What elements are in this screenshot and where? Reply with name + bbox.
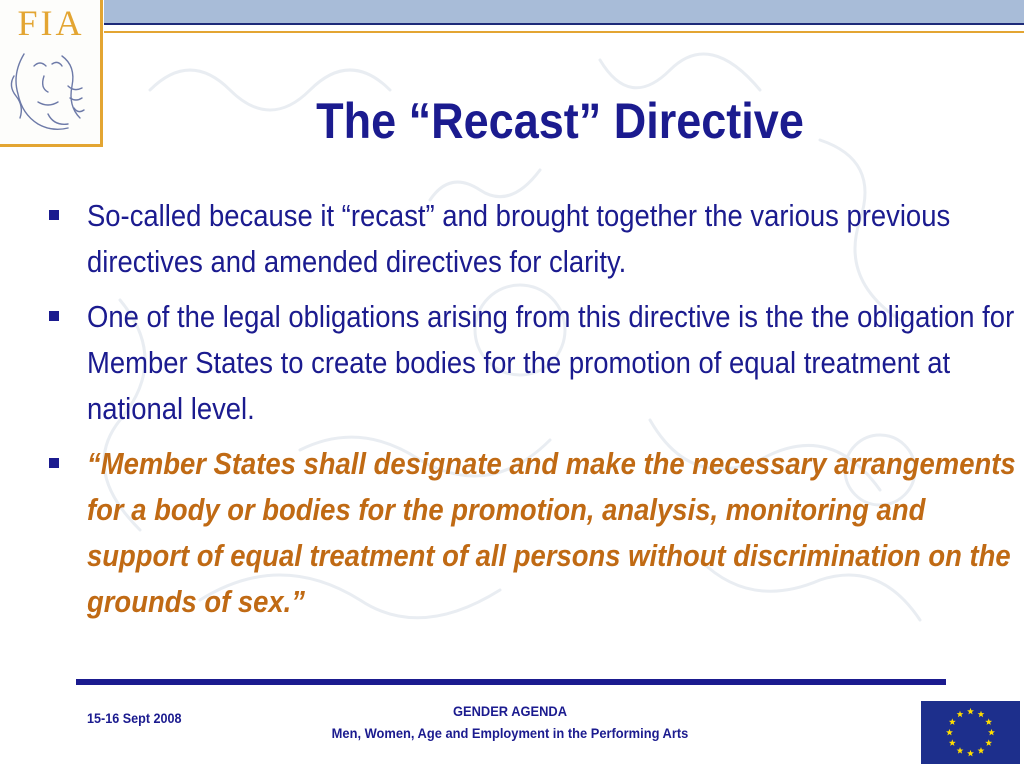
eu-flag-icon [917, 697, 1024, 768]
square-bullet-icon [49, 311, 59, 321]
star-icon [985, 739, 992, 746]
footer-date: 15-16 Sept 2008 [87, 710, 182, 726]
bullet-item [46, 193, 1021, 285]
bullet-item [46, 294, 1021, 432]
logo-text: FIA [17, 3, 85, 43]
square-bullet-icon [49, 458, 59, 468]
fia-logo [0, 0, 103, 147]
agenda-subtitle: Men, Women, Age and Employment in the Performing Arts [331, 725, 689, 741]
star-icon [957, 747, 964, 754]
star-icon [967, 708, 974, 715]
top-accent-line [104, 31, 1024, 33]
slide-title: The “Recast” Directive [316, 93, 804, 149]
star-icon [946, 729, 953, 736]
star-icon [957, 711, 964, 718]
star-icon [978, 747, 985, 754]
bullet-text: So-called because it “recast” and brought together the various previous directives and amended directives for clarity. [87, 198, 951, 279]
agenda-title: GENDER AGENDA [452, 703, 568, 719]
star-icon [949, 718, 956, 725]
bullet-item [46, 441, 1021, 625]
star-icon [949, 739, 956, 746]
square-bullet-icon [49, 210, 59, 220]
eu-stars [921, 701, 1020, 764]
footer-divider [76, 679, 946, 685]
top-bar [104, 0, 1024, 25]
star-icon [988, 729, 995, 736]
bullet-text: One of the legal obligations arising from this directive is the the obligation for Member States to create bodies for the promotion of equal treatment at national level. [87, 299, 1015, 426]
star-icon [967, 750, 974, 757]
bullet-list [46, 193, 1021, 634]
star-icon [978, 711, 985, 718]
star-icon [985, 718, 992, 725]
face-sketch-icon [4, 46, 96, 138]
quote-text: “Member States shall designate and make the necessary arrangements for a body or bodies for the promotion, analysis, monitoring and support of equal treatment of all persons without discrimination on the grounds of sex.” [87, 446, 1016, 619]
footer-agenda [230, 700, 790, 744]
